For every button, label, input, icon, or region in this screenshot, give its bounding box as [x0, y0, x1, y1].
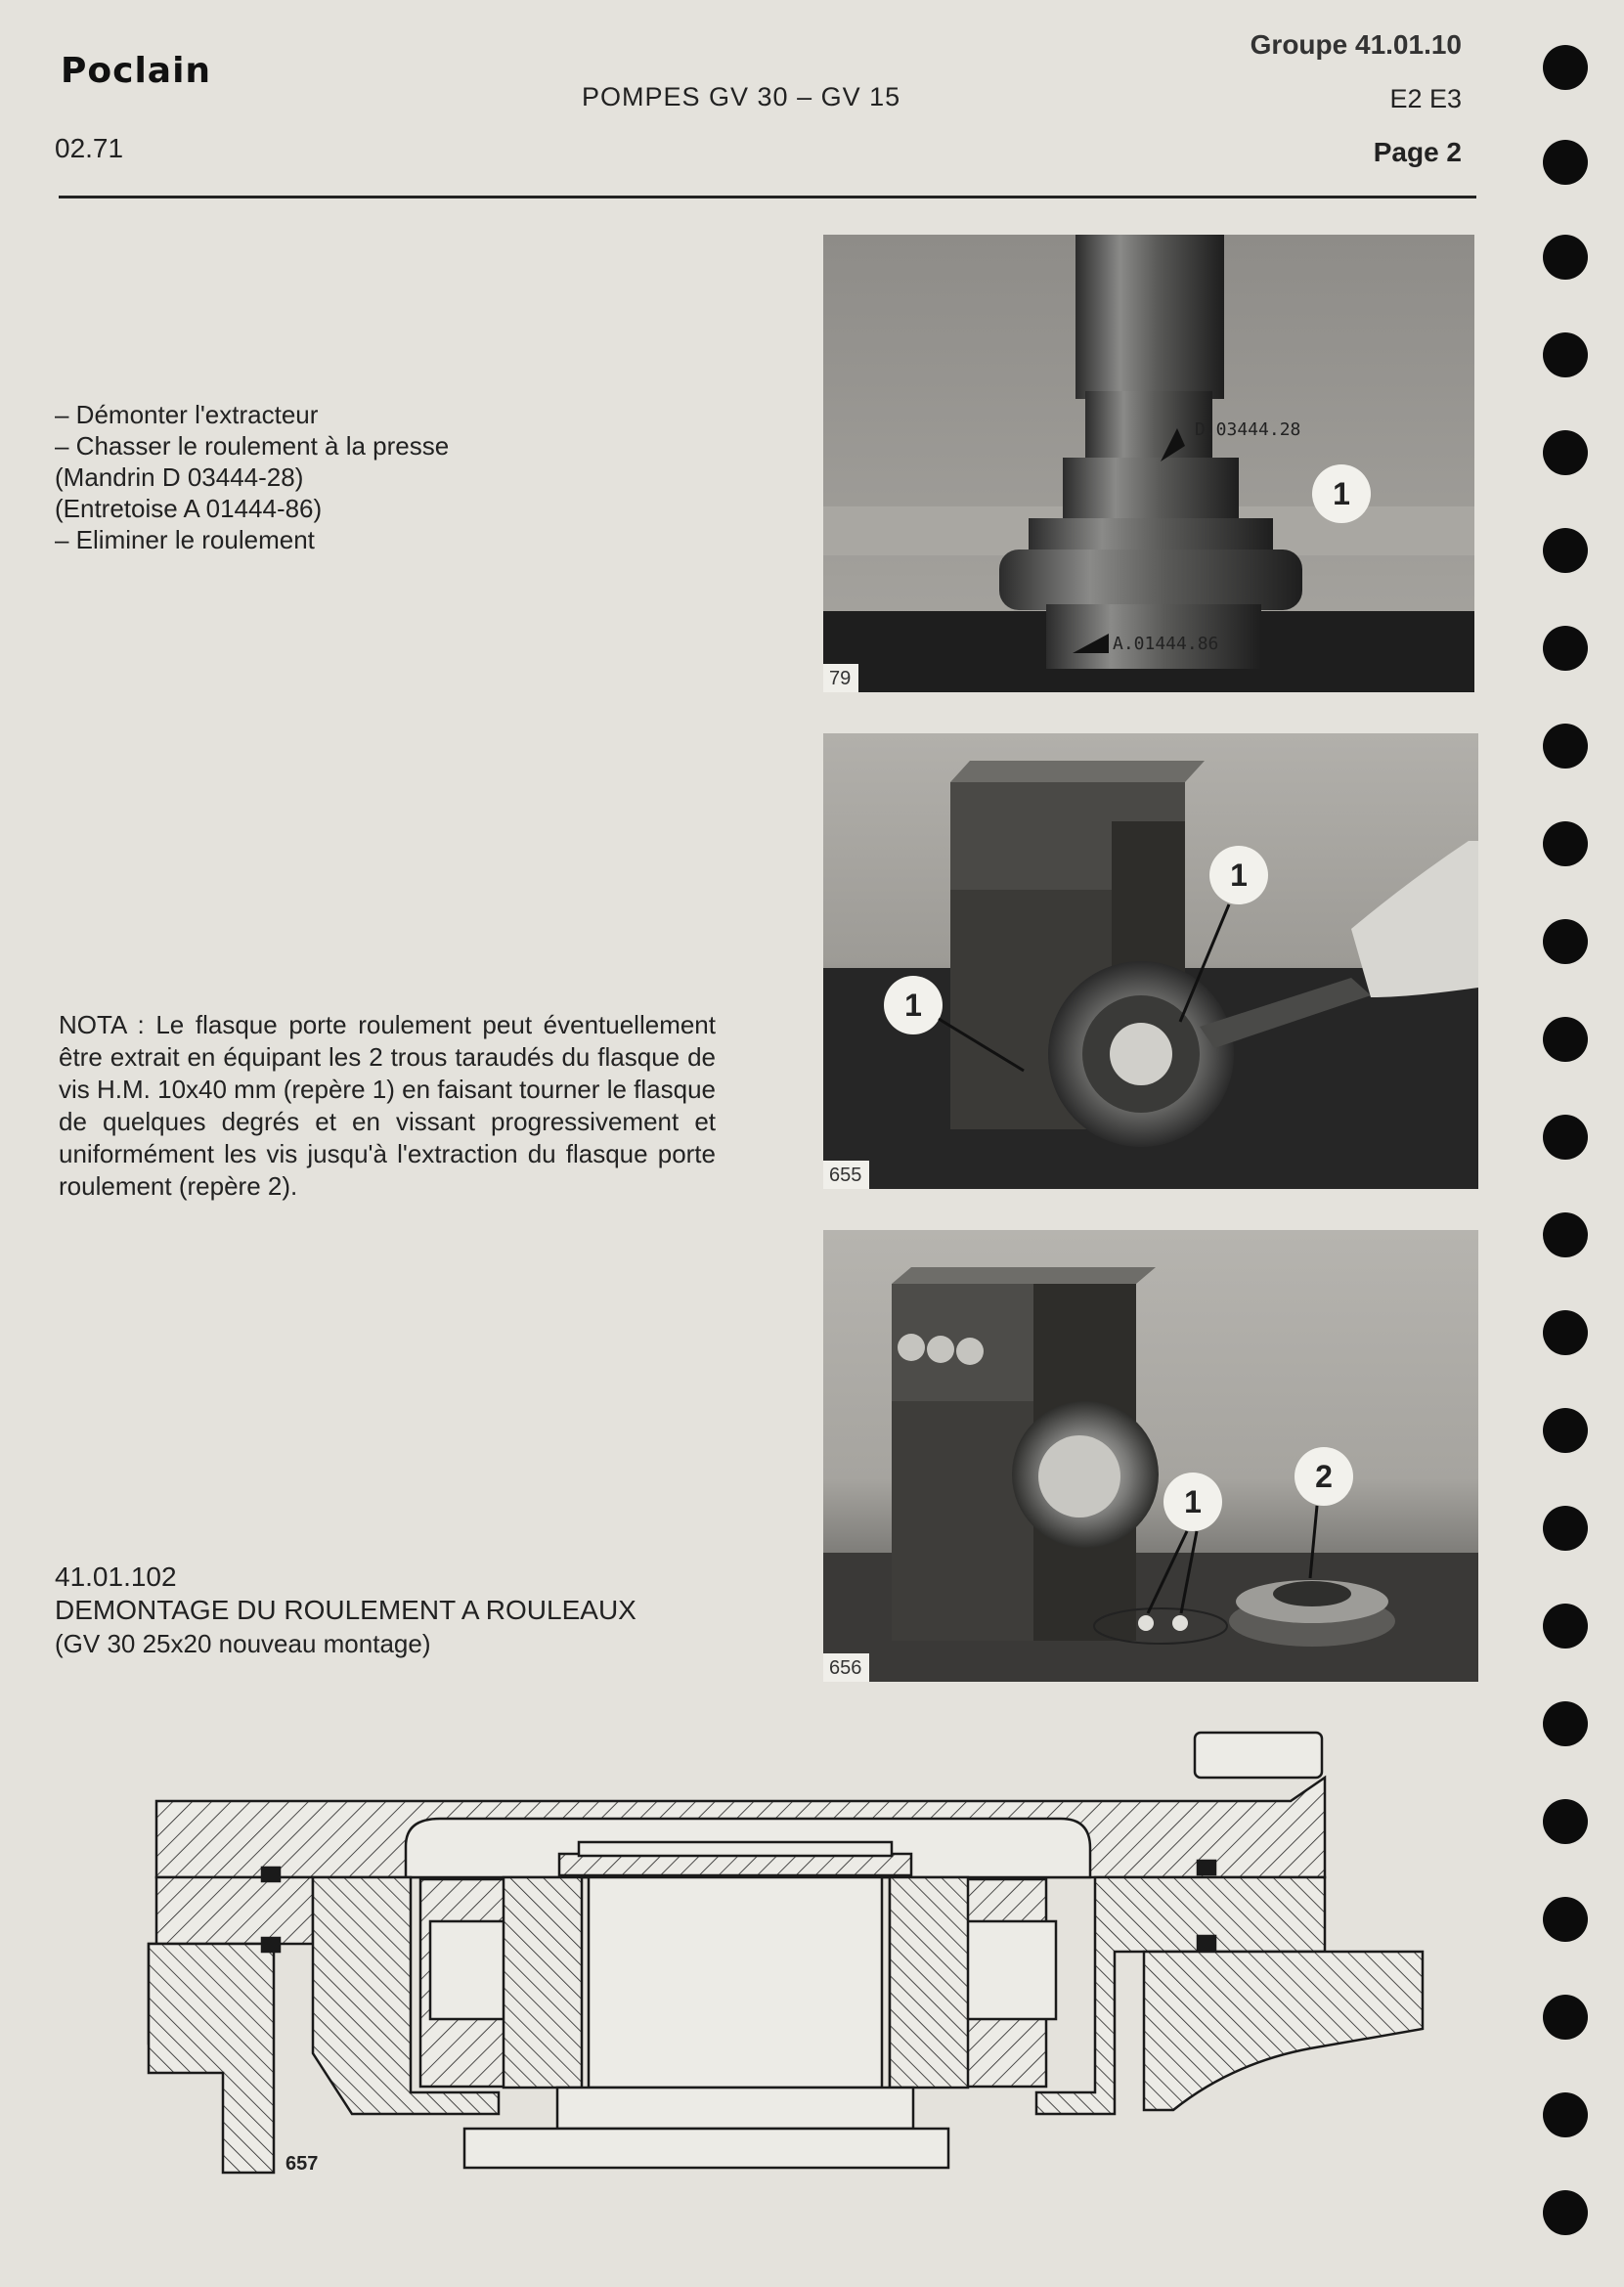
binder-hole: [1543, 724, 1588, 769]
binder-hole: [1543, 1897, 1588, 1942]
binder-hole: [1543, 1604, 1588, 1649]
page-number: Page 2: [1373, 137, 1462, 167]
binder-hole: [1543, 430, 1588, 475]
callout-marker: 1: [1230, 858, 1248, 893]
binder-hole: [1543, 1017, 1588, 1062]
photo-flange-extraction: [823, 733, 1478, 1189]
binder-holes: [1543, 45, 1592, 2255]
binder-hole: [1543, 919, 1588, 964]
binder-hole: [1543, 1799, 1588, 1844]
instruction-list: [55, 399, 449, 555]
binder-hole: [1543, 1506, 1588, 1551]
header-divider: [59, 196, 1476, 198]
binder-hole: [1543, 140, 1588, 185]
brand-logo: Poclain: [61, 51, 212, 91]
binder-hole: [1543, 1408, 1588, 1453]
drawing-number: 657: [285, 2153, 319, 2175]
photo-press: [823, 235, 1474, 692]
binder-hole: [1543, 2190, 1588, 2235]
binder-hole: [1543, 1310, 1588, 1355]
nota-paragraph: NOTA : Le flasque porte roulement peut éventuellement être extrait en équipant les 2 trous taraudés du flasque de vis H.M. 10x40 mm (repère 1) en faisant tourner le flasque de quelques degrés et en vissant progressivement et uniformément les vis jusqu'à l'extraction du flasque porte roulement (repère 2).: [59, 1010, 716, 1201]
instruction-line: (Mandrin D 03444-28): [55, 462, 304, 492]
callout-marker: 2: [1315, 1459, 1333, 1494]
section-subtitle: (GV 30 25x20 nouveau montage): [55, 1629, 431, 1658]
binder-hole: [1543, 821, 1588, 866]
photo-label: A.01444.86: [1113, 634, 1219, 654]
binder-hole: [1543, 235, 1588, 280]
section-heading: [55, 1561, 636, 1660]
binder-hole: [1543, 528, 1588, 573]
instruction-line: – Eliminer le roulement: [55, 525, 315, 554]
document-date: 02.71: [55, 133, 124, 163]
photo-label: D.03444.28: [1195, 419, 1301, 440]
callout-marker: 1: [1184, 1484, 1202, 1519]
binder-hole: [1543, 332, 1588, 377]
photo-parts-removed: [823, 1230, 1478, 1682]
photo-number: 656: [823, 1653, 869, 1682]
instruction-line: – Démonter l'extracteur: [55, 400, 319, 429]
photo-number: 79: [823, 664, 858, 692]
section-title: DEMONTAGE DU ROULEMENT A ROULEAUX: [55, 1595, 636, 1625]
binder-hole: [1543, 1115, 1588, 1160]
instruction-line: – Chasser le roulement à la presse: [55, 431, 450, 461]
binder-hole: [1543, 45, 1588, 90]
binder-hole: [1543, 626, 1588, 671]
cross-section-drawing: [137, 1721, 1447, 2200]
photo-number: 655: [823, 1161, 869, 1189]
document-title: POMPES GV 30 – GV 15: [582, 82, 901, 111]
groupe-label: Groupe 41.01.10: [1250, 29, 1462, 60]
section-number: 41.01.102: [55, 1561, 177, 1592]
binder-hole: [1543, 2092, 1588, 2137]
callout-marker: 1: [1333, 476, 1350, 511]
callout-marker: 1: [904, 988, 922, 1023]
binder-hole: [1543, 1995, 1588, 2040]
model-codes: E2 E3: [1389, 84, 1462, 113]
instruction-line: (Entretoise A 01444-86): [55, 494, 323, 523]
binder-hole: [1543, 1212, 1588, 1257]
binder-hole: [1543, 1701, 1588, 1746]
